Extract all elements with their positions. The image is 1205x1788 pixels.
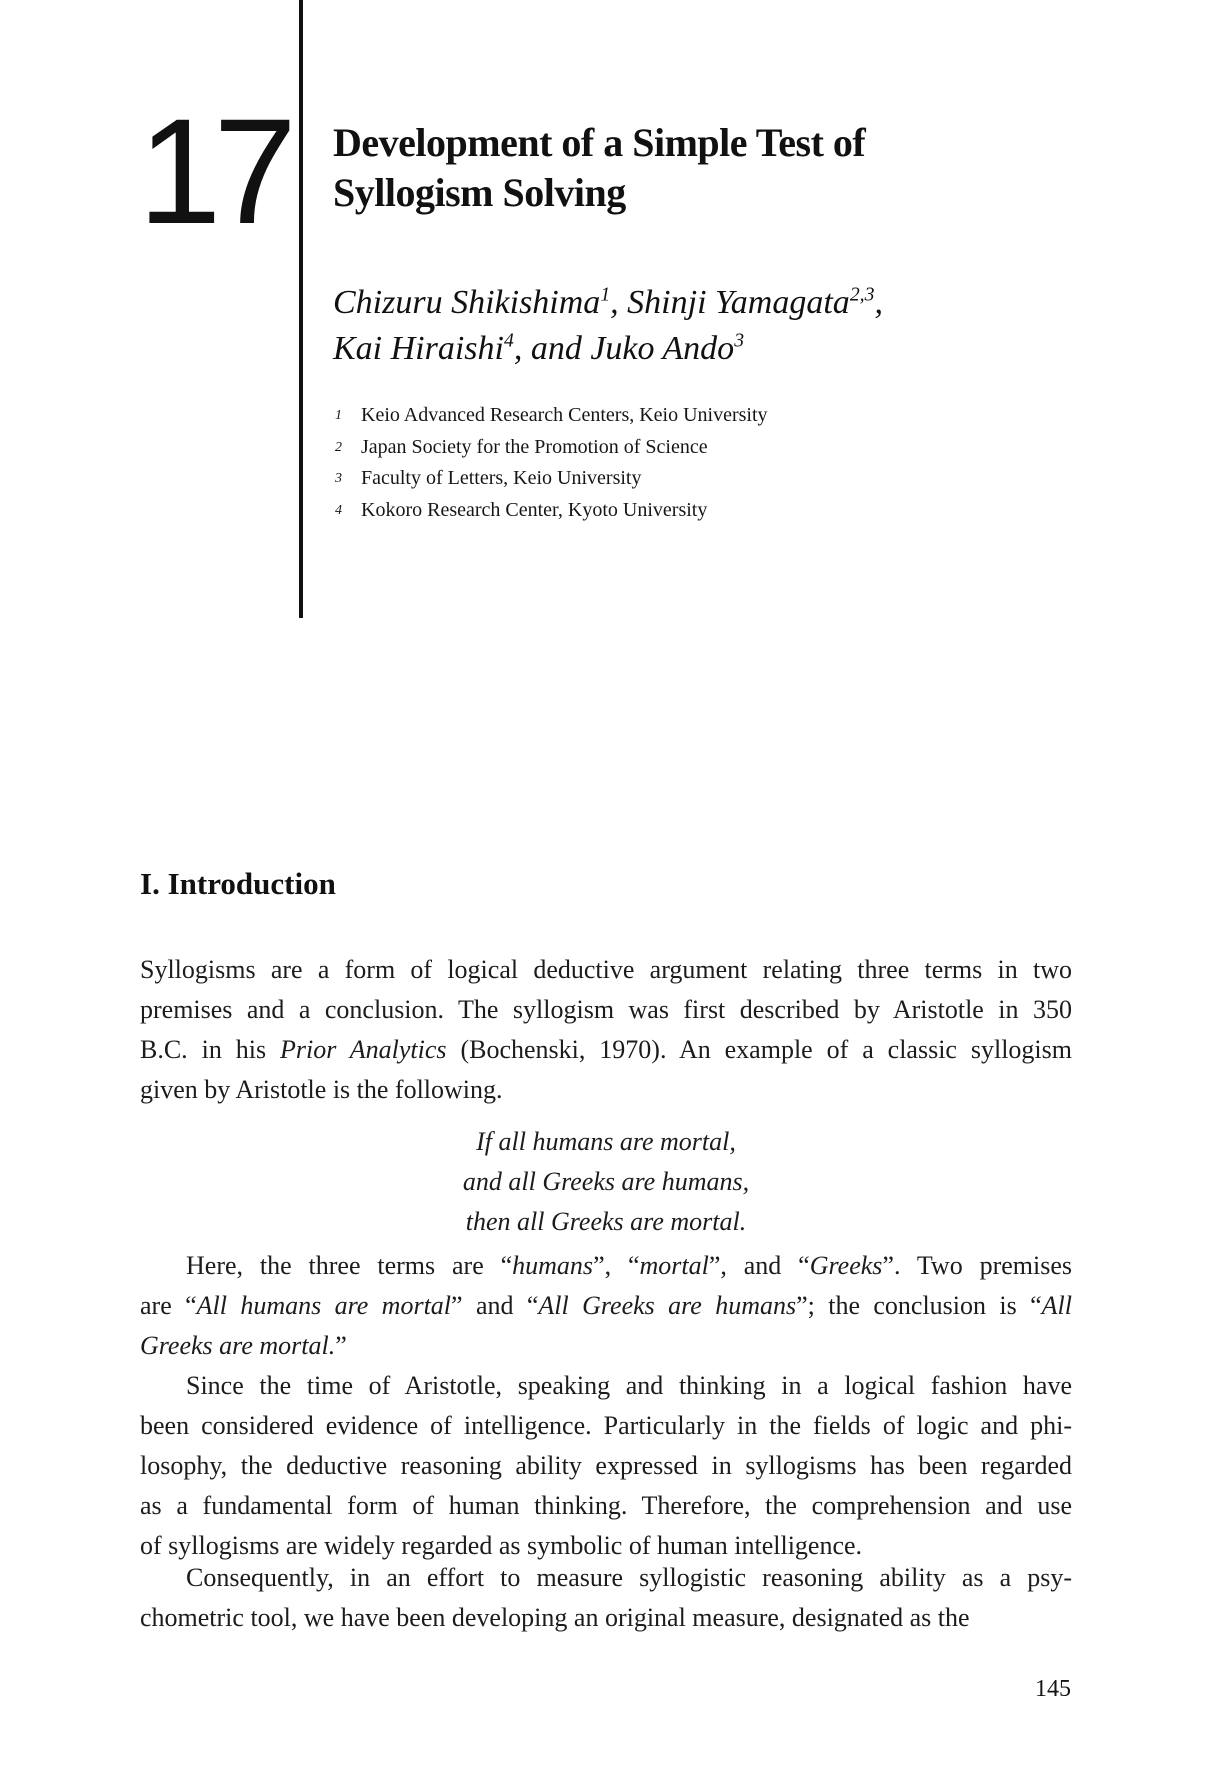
affiliation-text: Faculty of Letters, Keio University xyxy=(361,467,642,489)
text-segment: If all humans are mortal, xyxy=(476,1127,736,1156)
text-segment: losophy, the deductive reasoning ability expressed in syllogisms has been regarded xyxy=(140,1451,1072,1480)
text-line xyxy=(140,1030,1072,1070)
affiliation-number: 3 xyxy=(335,471,342,486)
text-segment: , Shinji Yamagata xyxy=(610,284,850,321)
paragraph-intro xyxy=(140,950,1072,1110)
text-segment: mortal xyxy=(639,1251,709,1280)
affiliation-number: 2 xyxy=(335,439,342,455)
page-number: 145 xyxy=(1035,1676,1071,1702)
text-segment: Greeks are mortal. xyxy=(140,1331,336,1360)
text-segment: Chizuru Shikishima xyxy=(333,284,601,321)
text-line xyxy=(140,1070,1072,1110)
chapter-title-line-2: Syllogism Solving xyxy=(333,170,626,215)
text-segment: ”, and “ xyxy=(708,1251,810,1280)
text-line xyxy=(140,1558,1072,1598)
text-segment: , xyxy=(874,284,883,321)
text-segment: are “ xyxy=(140,1291,197,1320)
superscript-marker: 1 xyxy=(600,283,611,306)
text-segment: Kai Hiraishi xyxy=(333,330,504,367)
text-line xyxy=(140,1122,1072,1162)
text-line xyxy=(140,1406,1072,1446)
text-line xyxy=(140,1286,1072,1326)
affiliation-text: Kokoro Research Center, Kyoto University xyxy=(361,498,708,521)
chapter-number: 17 xyxy=(138,87,289,255)
text-segment: B.C. in his xyxy=(140,1035,280,1064)
text-line xyxy=(140,1446,1072,1486)
text-line xyxy=(140,1202,1072,1242)
affiliation-text: Japan Society for the Promotion of Science xyxy=(361,435,708,458)
text-segment: All humans are mortal xyxy=(196,1291,452,1320)
chapter-title-line-1: Development of a Simple Test of xyxy=(333,120,866,165)
text-line xyxy=(140,990,1072,1030)
text-line xyxy=(140,1246,1072,1286)
text-line xyxy=(140,950,1072,990)
text-line xyxy=(140,1326,1072,1366)
text-segment: ”; the conclusion is “ xyxy=(796,1291,1042,1320)
vertical-divider xyxy=(299,0,303,618)
affiliation-item xyxy=(335,400,1055,432)
text-segment: All Greeks are humans xyxy=(538,1291,797,1320)
text-segment: Consequently, in an effort to measure syllogistic reasoning ability as a psy- xyxy=(186,1563,1072,1592)
text-segment: premises and a conclusion. The syllogism was first described by Aristotle in 350 xyxy=(140,995,1072,1024)
affiliation-item xyxy=(335,463,1055,495)
affiliation-text: Keio Advanced Research Centers, Keio University xyxy=(361,404,768,426)
text-segment: ” xyxy=(335,1331,347,1360)
text-segment: ” and “ xyxy=(451,1291,539,1320)
superscript-marker: 3 xyxy=(734,329,745,352)
text-segment: Greeks xyxy=(809,1251,883,1280)
text-segment: Here, the three terms are “ xyxy=(186,1251,513,1280)
text-line xyxy=(140,1486,1072,1526)
affiliation-number: 1 xyxy=(335,408,342,423)
text-segment: All xyxy=(1041,1291,1072,1320)
text-segment: Prior Analytics xyxy=(280,1035,447,1064)
text-segment: , and Juko Ando xyxy=(513,330,735,367)
text-segment: ”. Two premises xyxy=(882,1251,1072,1280)
text-segment: then all Greeks are mortal. xyxy=(465,1207,747,1236)
text-segment: Since the time of Aristotle, speaking and thinking in a logical fashion have xyxy=(186,1371,1072,1400)
syllogism-quote-block xyxy=(140,1122,1072,1242)
text-segment: Syllogisms are a form of logical deductive argument relating three terms in two xyxy=(140,955,1072,984)
text-segment: humans xyxy=(512,1251,594,1280)
author-line xyxy=(333,280,1073,326)
text-segment: of syllogisms are widely regarded as symbolic of human intelligence. xyxy=(140,1531,863,1560)
text-line xyxy=(140,1162,1072,1202)
text-segment: (Bochenski, 1970). An example of a classic syllogism xyxy=(446,1035,1073,1064)
text-line xyxy=(140,1598,1072,1638)
paragraph-consequently xyxy=(140,1558,1072,1638)
superscript-marker: 4 xyxy=(503,329,514,352)
text-line xyxy=(140,1366,1072,1406)
authors-block xyxy=(333,280,1073,372)
author-line xyxy=(333,326,1073,372)
text-segment: been considered evidence of intelligence. Particularly in the fields of logic and phi- xyxy=(140,1411,1072,1440)
text-segment: ”, “ xyxy=(593,1251,640,1280)
text-segment: as a fundamental form of human thinking. Therefore, the comprehension and use xyxy=(140,1491,1072,1520)
affiliation-item xyxy=(335,432,1055,464)
affiliation-item xyxy=(335,495,1055,527)
text-segment: and all Greeks are humans, xyxy=(462,1167,750,1196)
superscript-marker: 2,3 xyxy=(849,283,875,306)
chapter-title xyxy=(333,118,1073,218)
affiliation-number: 4 xyxy=(335,502,342,518)
paragraph-terms xyxy=(140,1246,1072,1366)
affiliations-block xyxy=(335,400,1055,526)
text-segment: chometric tool, we have been developing an original measure, designated as the xyxy=(140,1603,970,1632)
text-segment: given by Aristotle is the following. xyxy=(140,1075,503,1104)
section-heading: I. Introduction xyxy=(140,866,336,901)
paragraph-aristotle-intelligence xyxy=(140,1366,1072,1566)
